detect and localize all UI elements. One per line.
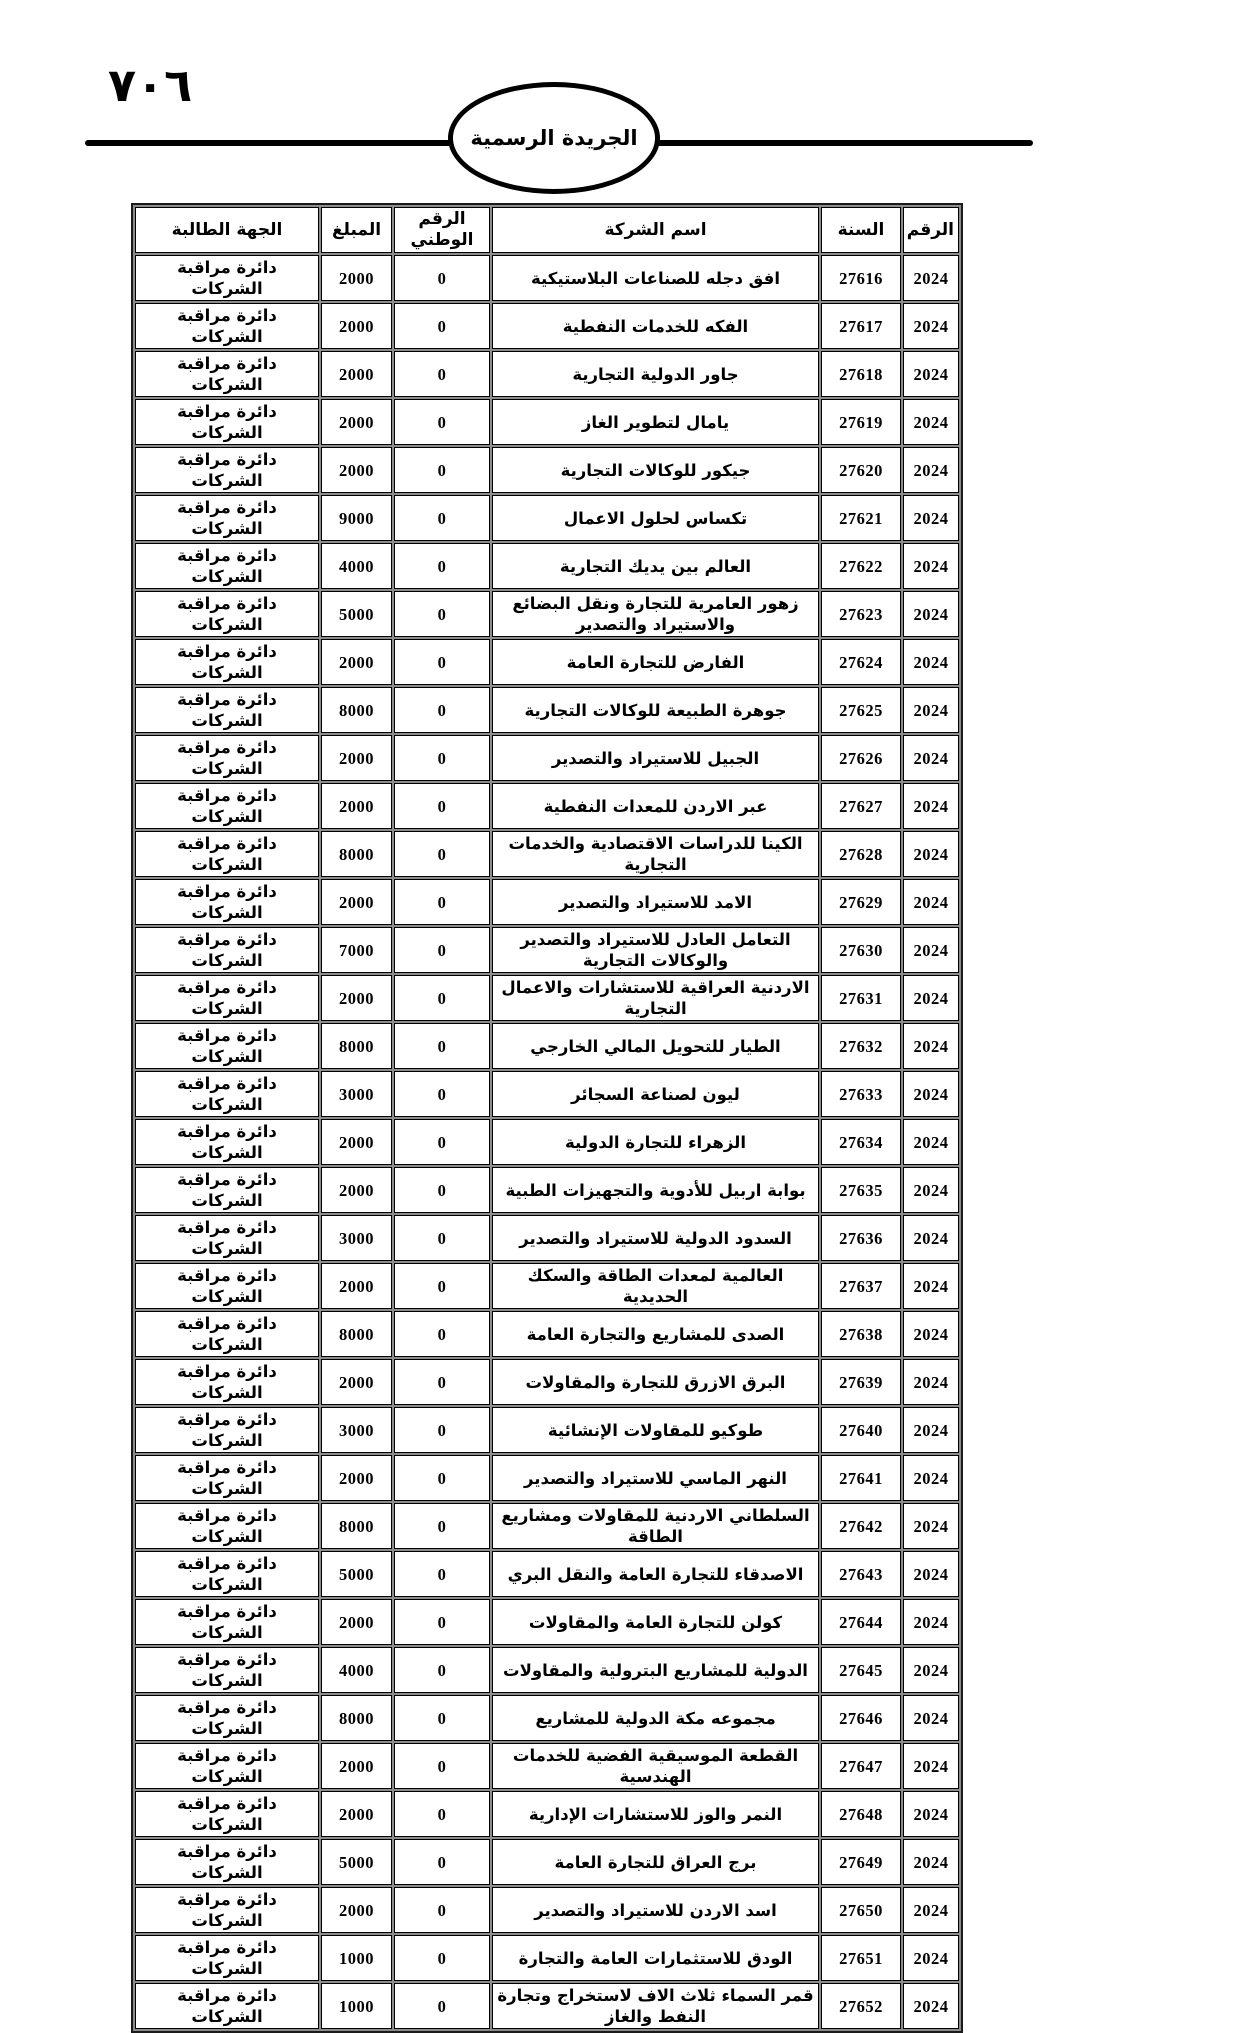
cell-company-name: كولن للتجارة العامة والمقاولات xyxy=(492,1599,819,1645)
cell-amount: 2000 xyxy=(321,1743,392,1789)
cell-number: 2024 xyxy=(903,1791,959,1837)
table-header-row xyxy=(135,207,959,253)
cell-company-name: ليون لصناعة السجائر xyxy=(492,1071,819,1117)
cell-amount: 2000 xyxy=(321,447,392,493)
cell-national-number: 0 xyxy=(394,927,490,973)
cell-year: 27621 xyxy=(821,495,901,541)
cell-requesting-entity: دائرة مراقبة الشركات xyxy=(135,1791,319,1837)
cell-year: 27642 xyxy=(821,1503,901,1549)
table-row xyxy=(135,879,959,925)
cell-requesting-entity: دائرة مراقبة الشركات xyxy=(135,1167,319,1213)
cell-amount: 2000 xyxy=(321,1359,392,1405)
cell-requesting-entity: دائرة مراقبة الشركات xyxy=(135,1551,319,1597)
cell-number: 2024 xyxy=(903,591,959,637)
cell-national-number: 0 xyxy=(394,1311,490,1357)
cell-number: 2024 xyxy=(903,1743,959,1789)
cell-company-name: طوكيو للمقاولات الإنشائية xyxy=(492,1407,819,1453)
cell-year: 27649 xyxy=(821,1839,901,1885)
cell-year: 27616 xyxy=(821,255,901,301)
cell-national-number: 0 xyxy=(394,543,490,589)
cell-year: 27631 xyxy=(821,975,901,1021)
cell-year: 27637 xyxy=(821,1263,901,1309)
cell-number: 2024 xyxy=(903,255,959,301)
cell-number: 2024 xyxy=(903,495,959,541)
cell-company-name: الودق للاستثمارات العامة والتجارة xyxy=(492,1935,819,1981)
cell-number: 2024 xyxy=(903,1263,959,1309)
cell-amount: 2000 xyxy=(321,783,392,829)
cell-national-number: 0 xyxy=(394,1983,490,2029)
cell-amount: 4000 xyxy=(321,1647,392,1693)
cell-year: 27639 xyxy=(821,1359,901,1405)
table-row xyxy=(135,1119,959,1165)
cell-company-name: افق دجله للصناعات البلاستيكية xyxy=(492,255,819,301)
cell-national-number: 0 xyxy=(394,783,490,829)
cell-requesting-entity: دائرة مراقبة الشركات xyxy=(135,639,319,685)
cell-number: 2024 xyxy=(903,1071,959,1117)
table-row xyxy=(135,1311,959,1357)
cell-year: 27618 xyxy=(821,351,901,397)
cell-company-name: اسد الاردن للاستيراد والتصدير xyxy=(492,1887,819,1933)
cell-amount: 2000 xyxy=(321,1455,392,1501)
cell-number: 2024 xyxy=(903,1839,959,1885)
cell-amount: 2000 xyxy=(321,1167,392,1213)
table-row xyxy=(135,1983,959,2029)
cell-national-number: 0 xyxy=(394,1359,490,1405)
cell-number: 2024 xyxy=(903,399,959,445)
cell-amount: 2000 xyxy=(321,351,392,397)
cell-company-name: تكساس لحلول الاعمال xyxy=(492,495,819,541)
cell-requesting-entity: دائرة مراقبة الشركات xyxy=(135,1983,319,2029)
cell-company-name: بوابة اربيل للأدوية والتجهيزات الطبية xyxy=(492,1167,819,1213)
col-header-amount: المبلغ xyxy=(321,207,392,253)
cell-company-name: الزهراء للتجارة الدولية xyxy=(492,1119,819,1165)
cell-requesting-entity: دائرة مراقبة الشركات xyxy=(135,447,319,493)
cell-company-name: العالمية لمعدات الطاقة والسكك الحديدية xyxy=(492,1263,819,1309)
cell-number: 2024 xyxy=(903,831,959,877)
table-row xyxy=(135,447,959,493)
table-row xyxy=(135,1167,959,1213)
cell-amount: 2000 xyxy=(321,303,392,349)
cell-amount: 4000 xyxy=(321,543,392,589)
gazette-seal-ellipse xyxy=(448,82,660,194)
cell-requesting-entity: دائرة مراقبة الشركات xyxy=(135,1695,319,1741)
cell-number: 2024 xyxy=(903,1599,959,1645)
cell-requesting-entity: دائرة مراقبة الشركات xyxy=(135,495,319,541)
cell-year: 27635 xyxy=(821,1167,901,1213)
table-row xyxy=(135,639,959,685)
table-row xyxy=(135,1023,959,1069)
cell-amount: 8000 xyxy=(321,831,392,877)
cell-number: 2024 xyxy=(903,1983,959,2029)
cell-year: 27634 xyxy=(821,1119,901,1165)
table-row xyxy=(135,687,959,733)
cell-year: 27644 xyxy=(821,1599,901,1645)
cell-national-number: 0 xyxy=(394,1839,490,1885)
cell-national-number: 0 xyxy=(394,1503,490,1549)
companies-table-wrapper xyxy=(145,203,963,2033)
cell-national-number: 0 xyxy=(394,831,490,877)
cell-amount: 8000 xyxy=(321,1311,392,1357)
cell-national-number: 0 xyxy=(394,1599,490,1645)
cell-year: 27624 xyxy=(821,639,901,685)
cell-year: 27651 xyxy=(821,1935,901,1981)
table-row xyxy=(135,1695,959,1741)
table-row xyxy=(135,975,959,1021)
table-row xyxy=(135,351,959,397)
table-row xyxy=(135,1935,959,1981)
table-row xyxy=(135,255,959,301)
cell-amount: 2000 xyxy=(321,399,392,445)
cell-year: 27622 xyxy=(821,543,901,589)
cell-year: 27630 xyxy=(821,927,901,973)
cell-company-name: الاردنية العراقية للاستشارات والاعمال التجارية xyxy=(492,975,819,1021)
cell-amount: 5000 xyxy=(321,591,392,637)
col-header-number: الرقم xyxy=(903,207,959,253)
cell-national-number: 0 xyxy=(394,351,490,397)
cell-national-number: 0 xyxy=(394,303,490,349)
cell-requesting-entity: دائرة مراقبة الشركات xyxy=(135,1935,319,1981)
cell-company-name: جاور الدولية التجارية xyxy=(492,351,819,397)
cell-national-number: 0 xyxy=(394,1023,490,1069)
cell-number: 2024 xyxy=(903,303,959,349)
table-row xyxy=(135,1791,959,1837)
cell-company-name: النمر والوز للاستشارات الإدارية xyxy=(492,1791,819,1837)
table-row xyxy=(135,1455,959,1501)
cell-number: 2024 xyxy=(903,543,959,589)
cell-requesting-entity: دائرة مراقبة الشركات xyxy=(135,975,319,1021)
cell-number: 2024 xyxy=(903,1695,959,1741)
cell-year: 27623 xyxy=(821,591,901,637)
cell-national-number: 0 xyxy=(394,591,490,637)
cell-year: 27625 xyxy=(821,687,901,733)
table-row xyxy=(135,543,959,589)
cell-year: 27617 xyxy=(821,303,901,349)
cell-requesting-entity: دائرة مراقبة الشركات xyxy=(135,1599,319,1645)
cell-requesting-entity: دائرة مراقبة الشركات xyxy=(135,1407,319,1453)
cell-amount: 8000 xyxy=(321,1695,392,1741)
cell-number: 2024 xyxy=(903,1215,959,1261)
cell-number: 2024 xyxy=(903,783,959,829)
col-header-requesting-entity: الجهة الطالبة xyxy=(135,207,319,253)
cell-year: 27645 xyxy=(821,1647,901,1693)
cell-company-name: القطعة الموسيقية الفضية للخدمات الهندسية xyxy=(492,1743,819,1789)
cell-national-number: 0 xyxy=(394,1887,490,1933)
cell-amount: 2000 xyxy=(321,255,392,301)
gazette-title: الجريدة الرسمية xyxy=(470,126,638,150)
cell-national-number: 0 xyxy=(394,639,490,685)
cell-number: 2024 xyxy=(903,1311,959,1357)
cell-company-name: برج العراق للتجارة العامة xyxy=(492,1839,819,1885)
cell-year: 27650 xyxy=(821,1887,901,1933)
cell-number: 2024 xyxy=(903,351,959,397)
cell-year: 27641 xyxy=(821,1455,901,1501)
cell-number: 2024 xyxy=(903,1167,959,1213)
cell-requesting-entity: دائرة مراقبة الشركات xyxy=(135,543,319,589)
cell-number: 2024 xyxy=(903,975,959,1021)
cell-amount: 2000 xyxy=(321,1119,392,1165)
cell-year: 27640 xyxy=(821,1407,901,1453)
cell-amount: 2000 xyxy=(321,879,392,925)
cell-number: 2024 xyxy=(903,639,959,685)
cell-requesting-entity: دائرة مراقبة الشركات xyxy=(135,783,319,829)
cell-company-name: البرق الازرق للتجارة والمقاولات xyxy=(492,1359,819,1405)
cell-company-name: الجبيل للاستيراد والتصدير xyxy=(492,735,819,781)
cell-number: 2024 xyxy=(903,927,959,973)
cell-year: 27638 xyxy=(821,1311,901,1357)
col-header-company-name: اسم الشركة xyxy=(492,207,819,253)
cell-number: 2024 xyxy=(903,447,959,493)
cell-number: 2024 xyxy=(903,1647,959,1693)
table-row xyxy=(135,591,959,637)
cell-national-number: 0 xyxy=(394,495,490,541)
cell-amount: 1000 xyxy=(321,1983,392,2029)
cell-amount: 3000 xyxy=(321,1215,392,1261)
table-row xyxy=(135,1839,959,1885)
cell-national-number: 0 xyxy=(394,879,490,925)
cell-number: 2024 xyxy=(903,1119,959,1165)
cell-year: 27628 xyxy=(821,831,901,877)
cell-company-name: الاصدقاء للتجارة العامة والنقل البري xyxy=(492,1551,819,1597)
cell-requesting-entity: دائرة مراقبة الشركات xyxy=(135,591,319,637)
cell-requesting-entity: دائرة مراقبة الشركات xyxy=(135,1503,319,1549)
cell-company-name: السلطاني الاردنية للمقاولات ومشاريع الطاقة xyxy=(492,1503,819,1549)
cell-amount: 2000 xyxy=(321,639,392,685)
cell-amount: 5000 xyxy=(321,1839,392,1885)
cell-company-name: الصدى للمشاريع والتجارة العامة xyxy=(492,1311,819,1357)
table-row xyxy=(135,495,959,541)
table-row xyxy=(135,1887,959,1933)
cell-company-name: زهور العامرية للتجارة ونقل البضائع والاستيراد والتصدير xyxy=(492,591,819,637)
cell-requesting-entity: دائرة مراقبة الشركات xyxy=(135,351,319,397)
cell-year: 27629 xyxy=(821,879,901,925)
cell-national-number: 0 xyxy=(394,1935,490,1981)
table-row xyxy=(135,1743,959,1789)
cell-year: 27646 xyxy=(821,1695,901,1741)
cell-national-number: 0 xyxy=(394,1791,490,1837)
cell-requesting-entity: دائرة مراقبة الشركات xyxy=(135,1839,319,1885)
cell-company-name: النهر الماسي للاستيراد والتصدير xyxy=(492,1455,819,1501)
cell-requesting-entity: دائرة مراقبة الشركات xyxy=(135,1311,319,1357)
cell-company-name: الطيار للتحويل المالي الخارجي xyxy=(492,1023,819,1069)
cell-amount: 1000 xyxy=(321,1935,392,1981)
cell-year: 27636 xyxy=(821,1215,901,1261)
table-row xyxy=(135,303,959,349)
cell-national-number: 0 xyxy=(394,1647,490,1693)
cell-company-name: التعامل العادل للاستيراد والتصدير والوكالات التجارية xyxy=(492,927,819,973)
cell-company-name: جيكور للوكالات التجارية xyxy=(492,447,819,493)
cell-amount: 3000 xyxy=(321,1407,392,1453)
table-row xyxy=(135,927,959,973)
cell-company-name: جوهرة الطبيعة للوكالات التجارية xyxy=(492,687,819,733)
cell-national-number: 0 xyxy=(394,687,490,733)
cell-company-name: الكينا للدراسات الاقتصادية والخدمات التجارية xyxy=(492,831,819,877)
cell-amount: 2000 xyxy=(321,1791,392,1837)
cell-national-number: 0 xyxy=(394,1455,490,1501)
cell-amount: 5000 xyxy=(321,1551,392,1597)
table-row xyxy=(135,783,959,829)
cell-requesting-entity: دائرة مراقبة الشركات xyxy=(135,831,319,877)
table-row xyxy=(135,735,959,781)
cell-company-name: عبر الاردن للمعدات النفطية xyxy=(492,783,819,829)
cell-year: 27647 xyxy=(821,1743,901,1789)
cell-requesting-entity: دائرة مراقبة الشركات xyxy=(135,1647,319,1693)
cell-amount: 2000 xyxy=(321,975,392,1021)
cell-number: 2024 xyxy=(903,1935,959,1981)
cell-company-name: الفارض للتجارة العامة xyxy=(492,639,819,685)
cell-amount: 7000 xyxy=(321,927,392,973)
cell-requesting-entity: دائرة مراقبة الشركات xyxy=(135,1215,319,1261)
cell-company-name: الامد للاستيراد والتصدير xyxy=(492,879,819,925)
cell-requesting-entity: دائرة مراقبة الشركات xyxy=(135,1119,319,1165)
cell-year: 27652 xyxy=(821,1983,901,2029)
cell-amount: 2000 xyxy=(321,1599,392,1645)
cell-national-number: 0 xyxy=(394,447,490,493)
cell-national-number: 0 xyxy=(394,1167,490,1213)
cell-requesting-entity: دائرة مراقبة الشركات xyxy=(135,1023,319,1069)
table-row xyxy=(135,1503,959,1549)
cell-number: 2024 xyxy=(903,1359,959,1405)
cell-requesting-entity: دائرة مراقبة الشركات xyxy=(135,255,319,301)
cell-company-name: قمر السماء ثلاث الاف لاستخراج وتجارة النفط والغاز xyxy=(492,1983,819,2029)
cell-company-name: يامال لتطوير الغاز xyxy=(492,399,819,445)
table-row xyxy=(135,1599,959,1645)
cell-amount: 9000 xyxy=(321,495,392,541)
cell-amount: 8000 xyxy=(321,1503,392,1549)
table-row xyxy=(135,1551,959,1597)
table-row xyxy=(135,1647,959,1693)
cell-amount: 3000 xyxy=(321,1071,392,1117)
page-number: ٧٠٦ xyxy=(108,58,193,112)
cell-year: 27648 xyxy=(821,1791,901,1837)
cell-number: 2024 xyxy=(903,1407,959,1453)
cell-national-number: 0 xyxy=(394,1407,490,1453)
cell-requesting-entity: دائرة مراقبة الشركات xyxy=(135,1263,319,1309)
cell-national-number: 0 xyxy=(394,735,490,781)
cell-requesting-entity: دائرة مراقبة الشركات xyxy=(135,1359,319,1405)
cell-national-number: 0 xyxy=(394,399,490,445)
cell-requesting-entity: دائرة مراقبة الشركات xyxy=(135,1455,319,1501)
cell-requesting-entity: دائرة مراقبة الشركات xyxy=(135,879,319,925)
cell-requesting-entity: دائرة مراقبة الشركات xyxy=(135,1071,319,1117)
table-row xyxy=(135,399,959,445)
cell-number: 2024 xyxy=(903,1023,959,1069)
cell-amount: 2000 xyxy=(321,1263,392,1309)
cell-number: 2024 xyxy=(903,1503,959,1549)
cell-amount: 8000 xyxy=(321,1023,392,1069)
table-row xyxy=(135,831,959,877)
cell-requesting-entity: دائرة مراقبة الشركات xyxy=(135,927,319,973)
cell-national-number: 0 xyxy=(394,975,490,1021)
cell-requesting-entity: دائرة مراقبة الشركات xyxy=(135,399,319,445)
cell-number: 2024 xyxy=(903,735,959,781)
cell-company-name: العالم بين يديك التجارية xyxy=(492,543,819,589)
cell-national-number: 0 xyxy=(394,1551,490,1597)
cell-company-name: الدولية للمشاريع البترولية والمقاولات xyxy=(492,1647,819,1693)
cell-requesting-entity: دائرة مراقبة الشركات xyxy=(135,1743,319,1789)
cell-number: 2024 xyxy=(903,1887,959,1933)
cell-year: 27643 xyxy=(821,1551,901,1597)
cell-requesting-entity: دائرة مراقبة الشركات xyxy=(135,687,319,733)
cell-amount: 2000 xyxy=(321,735,392,781)
cell-company-name: السدود الدولية للاستيراد والتصدير xyxy=(492,1215,819,1261)
table-row xyxy=(135,1071,959,1117)
cell-number: 2024 xyxy=(903,879,959,925)
cell-national-number: 0 xyxy=(394,1071,490,1117)
cell-number: 2024 xyxy=(903,1455,959,1501)
table-row xyxy=(135,1359,959,1405)
cell-year: 27633 xyxy=(821,1071,901,1117)
cell-national-number: 0 xyxy=(394,1119,490,1165)
cell-year: 27620 xyxy=(821,447,901,493)
cell-number: 2024 xyxy=(903,1551,959,1597)
cell-national-number: 0 xyxy=(394,1743,490,1789)
cell-national-number: 0 xyxy=(394,1695,490,1741)
cell-amount: 2000 xyxy=(321,1887,392,1933)
cell-national-number: 0 xyxy=(394,1215,490,1261)
cell-company-name: مجموعه مكة الدولية للمشاريع xyxy=(492,1695,819,1741)
table-row xyxy=(135,1263,959,1309)
table-row xyxy=(135,1215,959,1261)
cell-company-name: الفكه للخدمات النفطية xyxy=(492,303,819,349)
table-body xyxy=(135,255,959,2029)
cell-requesting-entity: دائرة مراقبة الشركات xyxy=(135,735,319,781)
table-row xyxy=(135,1407,959,1453)
cell-requesting-entity: دائرة مراقبة الشركات xyxy=(135,1887,319,1933)
companies-table xyxy=(131,203,963,2033)
cell-amount: 8000 xyxy=(321,687,392,733)
cell-year: 27626 xyxy=(821,735,901,781)
cell-national-number: 0 xyxy=(394,255,490,301)
col-header-national-number: الرقم الوطني xyxy=(394,207,490,253)
cell-year: 27619 xyxy=(821,399,901,445)
cell-year: 27627 xyxy=(821,783,901,829)
cell-national-number: 0 xyxy=(394,1263,490,1309)
cell-number: 2024 xyxy=(903,687,959,733)
cell-requesting-entity: دائرة مراقبة الشركات xyxy=(135,303,319,349)
col-header-year: السنة xyxy=(821,207,901,253)
cell-year: 27632 xyxy=(821,1023,901,1069)
